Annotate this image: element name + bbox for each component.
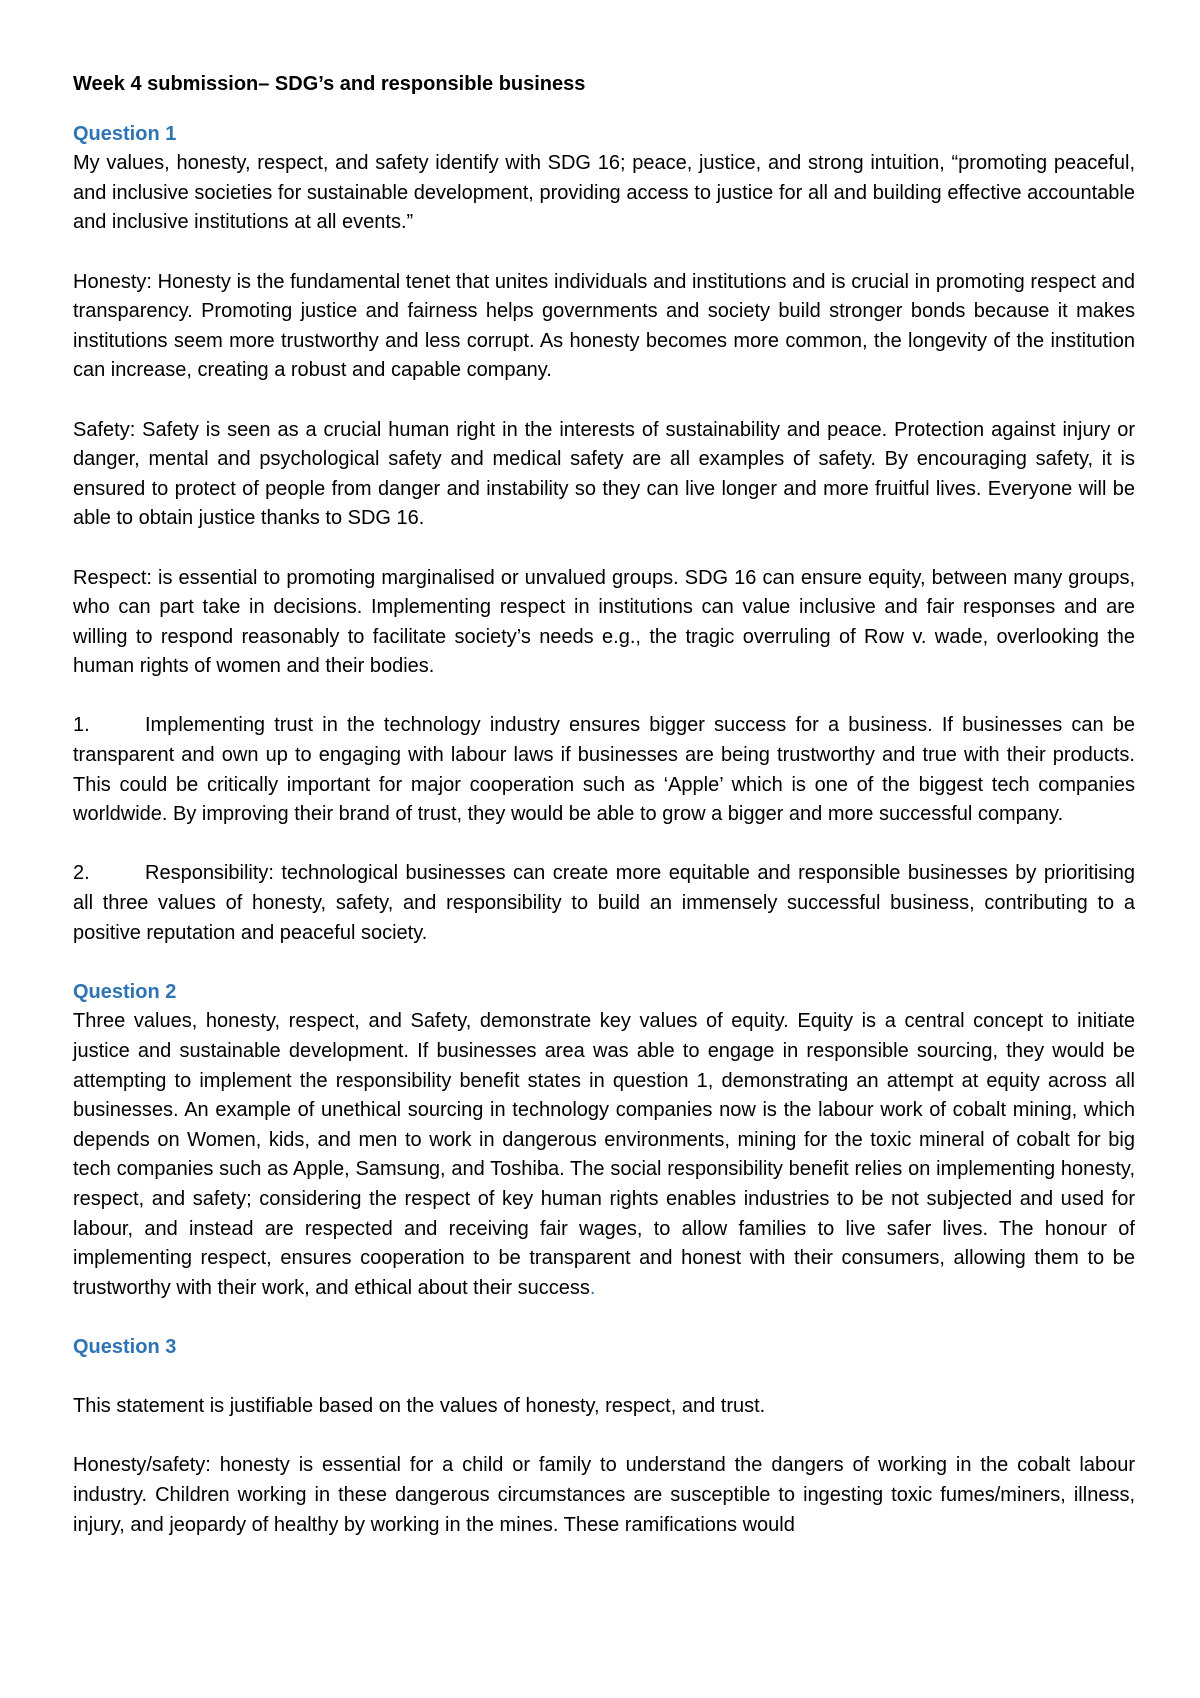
- paragraph-spacer: [73, 1422, 1135, 1452]
- document-title: Week 4 submission– SDG’s and responsible business: [73, 73, 586, 95]
- item-1-text: Implementing trust in the technology industry ensures bigger success for a business. If businesses can be transparent and own up to engaging with labour laws if businesses are being trustworthy and true with their products. This could be critically important for major cooperation such as ‘Apple’ which is one of the biggest tech companies worldwide. By improving their brand of trust, they would be able to grow a bigger and more successful company.: [73, 714, 1135, 826]
- question-1-intro: My values, honesty, respect, and safety identify with SDG 16; peace, justice, and strong intuition, “promoting peaceful, and inclusive societies for sustainable development, providing access to justice for all and building effective accountable and inclusive institutions at all events.”: [73, 152, 1135, 234]
- item-2-number: 2.: [73, 862, 90, 885]
- question-2-text: Three values, honesty, respect, and Safety, demonstrate key values of equity. Equity is a central concept to initiate justice and sustainable development. If businesses area was able to engage in responsible sourcing, they would be attempting to implement the responsibility benefit states in question 1, demonstrating an attempt at equity across all businesses. An example of unethical sourcing in technology companies now is the labour work of cobalt mining, which depends on Women, kids, and men to work in dangerous environments, mining for the toxic mineral of cobalt for big tech companies such as Apple, Samsung, and Toshiba. The social responsibility benefit relies on implementing honesty, respect, and safety; considering the respect of key human rights enables industries to be not subjected and used for labour, and instead are respected and receiving fair wages, to allow families to live safer lives. The honour of implementing respect, ensures cooperation to be transparent and honest with their consumers, allowing them to be trustworthy with their work, and ethical about their success: [73, 1010, 1135, 1299]
- question-2-heading: Question 2: [73, 980, 177, 1003]
- paragraph-spacer: [73, 830, 1135, 860]
- honesty-paragraph: Honesty: Honesty is the fundamental tenet that unites individuals and institutions and is crucial in promoting respect and transparency. Promoting justice and fairness helps governments and society build stronger bonds because it makes institutions seem more trustworthy and less corrupt. As honesty becomes more common, the longevity of the institution can increase, creating a robust and capable company.: [73, 270, 1135, 382]
- paragraph-spacer: [73, 1363, 1135, 1393]
- respect-paragraph: Respect: is essential to promoting marginalised or unvalued groups. SDG 16 can ensure equity, between many groups, who can part take in decisions. Implementing respect in institutions can value inclusive and fair responses and are willing to respond reasonably to facilitate society’s needs e.g., the tragic overruling of Row v. wade, overlooking the human rights of women and their bodies.: [73, 566, 1135, 678]
- paragraph-spacer: [73, 948, 1135, 978]
- item-2-text: Responsibility: technological businesses can create more equitable and responsible businesses by prioritising all three values of honesty, safety, and responsibility to build an immensely successful business, contributing to a positive reputation and peaceful society.: [73, 862, 1135, 944]
- numbered-item-2: [73, 859, 1135, 948]
- paragraph-spacer: [73, 386, 1135, 416]
- question-2-body: [73, 1007, 1135, 1303]
- honesty-safety-paragraph: Honesty/safety: honesty is essential for a child or family to understand the dangers of working in the cobalt labour industry. Children working in these dangerous circumstances are susceptible to ingesting toxic fumes/miners, illness, injury, and jeopardy of healthy by working in the mines. These ramifications would: [73, 1454, 1135, 1536]
- paragraph-spacer: [73, 534, 1135, 564]
- safety-paragraph: Safety: Safety is seen as a crucial human right in the interests of sustainability and peace. Protection against injury or danger, mental and psychological safety and medical safety are all examples of safety. By encouraging safety, it is ensured to protect of people from danger and instability so they can live longer and more fruitful lives. Everyone will be able to obtain justice thanks to SDG 16.: [73, 418, 1135, 530]
- numbered-item-1: [73, 711, 1135, 829]
- paragraph-spacer: [73, 238, 1135, 268]
- question-3-heading: Question 3: [73, 1335, 177, 1358]
- item-1-number: 1.: [73, 714, 90, 737]
- paragraph-spacer: [73, 1303, 1135, 1333]
- question-2-trailing-period: .: [589, 1276, 596, 1299]
- question-1-heading: Question 1: [73, 122, 177, 145]
- paragraph-spacer: [73, 682, 1135, 712]
- document-page: [73, 70, 1135, 1540]
- question-3-statement: This statement is justifiable based on the values of honesty, respect, and trust.: [73, 1395, 766, 1418]
